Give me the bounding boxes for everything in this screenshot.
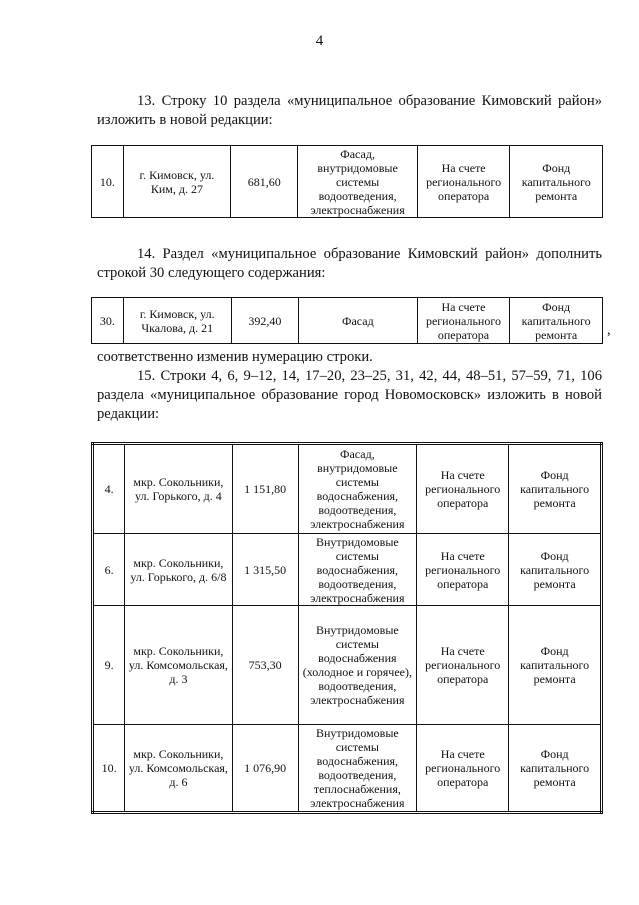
works-cell: Фасад [299,298,417,344]
row-number-cell: 30. [92,298,124,344]
cost-cell: 681,60 [231,146,298,218]
row-number-cell: 9. [93,606,125,725]
table-novomoskovsk-rows [91,442,603,814]
address-cell: мкр. Сокольники, ул. Комсомольская, д. 6 [125,725,232,813]
page-number: 4 [315,33,324,49]
fund-cell: Фонд капитального ремонта [509,444,602,534]
cost-cell: 1 076,90 [232,725,298,813]
address-cell: мкр. Сокольники, ул. Комсомольская, д. 3 [125,606,232,725]
fund-cell: Фонд капитального ремонта [509,606,602,725]
paragraph-13: 13. Строку 10 раздела «муниципальное образование Кимовский район» изложить в новой редакции: [97,93,602,128]
fund-cell: Фонд капитального ремонта [509,725,602,813]
account-cell: На счете регионального оператора [417,298,510,344]
fund-cell: Фонд капитального ремонта [510,298,603,344]
row-number-cell: 6. [93,534,125,606]
table-row [92,298,603,344]
paragraph-15: 15. Строки 4, 6, 9–12, 14, 17–20, 23–25, 31, 42, 44, 48–51, 57–59, 71, 106 раздела «муниципальное образование город Новомосковск» изложить в новой редакции: [97,368,602,422]
table-row [93,606,602,725]
row-number-cell: 4. [93,444,125,534]
table-row [93,444,602,534]
table-kimovsk-row-30 [91,297,603,344]
address-cell: мкр. Сокольники, ул. Горького, д. 6/8 [125,534,232,606]
account-cell: На счете регионального оператора [417,606,509,725]
table-body [92,298,603,344]
works-cell: Внутридомовые системы водоснабжения (холодное и горячее), водоотведения, электроснабжения [298,606,417,725]
address-cell: г. Кимовск, ул. Ким, д. 27 [123,146,231,218]
table-kimovsk-row-10 [91,145,603,218]
account-cell: На счете регионального оператора [417,444,509,534]
renumber-note: соответственно изменив нумерацию строки. [97,349,373,365]
row-number-cell: 10. [93,725,125,813]
table-row [92,146,603,218]
fund-cell: Фонд капитального ремонта [509,534,602,606]
table-row [93,725,602,813]
cost-cell: 1 315,50 [232,534,298,606]
address-cell: мкр. Сокольники, ул. Горького, д. 4 [125,444,232,534]
works-cell: Фасад, внутридомовые системы водоснабжения, водоотведения, электроснабжения [298,444,417,534]
address-cell: г. Кимовск, ул. Чкалова, д. 21 [123,298,231,344]
trailing-comma: , [607,322,611,338]
account-cell: На счете регионального оператора [417,534,509,606]
table-body [92,146,603,218]
works-cell: Фасад, внутридомовые системы водоотведения, электроснабжения [298,146,417,218]
paragraph-14: 14. Раздел «муниципальное образование Кимовский район» дополнить строкой 30 следующего содержания: [97,246,602,281]
account-cell: На счете регионального оператора [417,146,510,218]
table-row [93,534,602,606]
row-number-cell: 10. [92,146,124,218]
cost-cell: 392,40 [231,298,298,344]
cost-cell: 753,30 [232,606,298,725]
cost-cell: 1 151,80 [232,444,298,534]
table-body [93,444,602,813]
works-cell: Внутридомовые системы водоснабжения, водоотведения, теплоснабжения, электроснабжения [298,725,417,813]
account-cell: На счете регионального оператора [417,725,509,813]
fund-cell: Фонд капитального ремонта [510,146,603,218]
works-cell: Внутридомовые системы водоснабжения, водоотведения, электроснабжения [298,534,417,606]
